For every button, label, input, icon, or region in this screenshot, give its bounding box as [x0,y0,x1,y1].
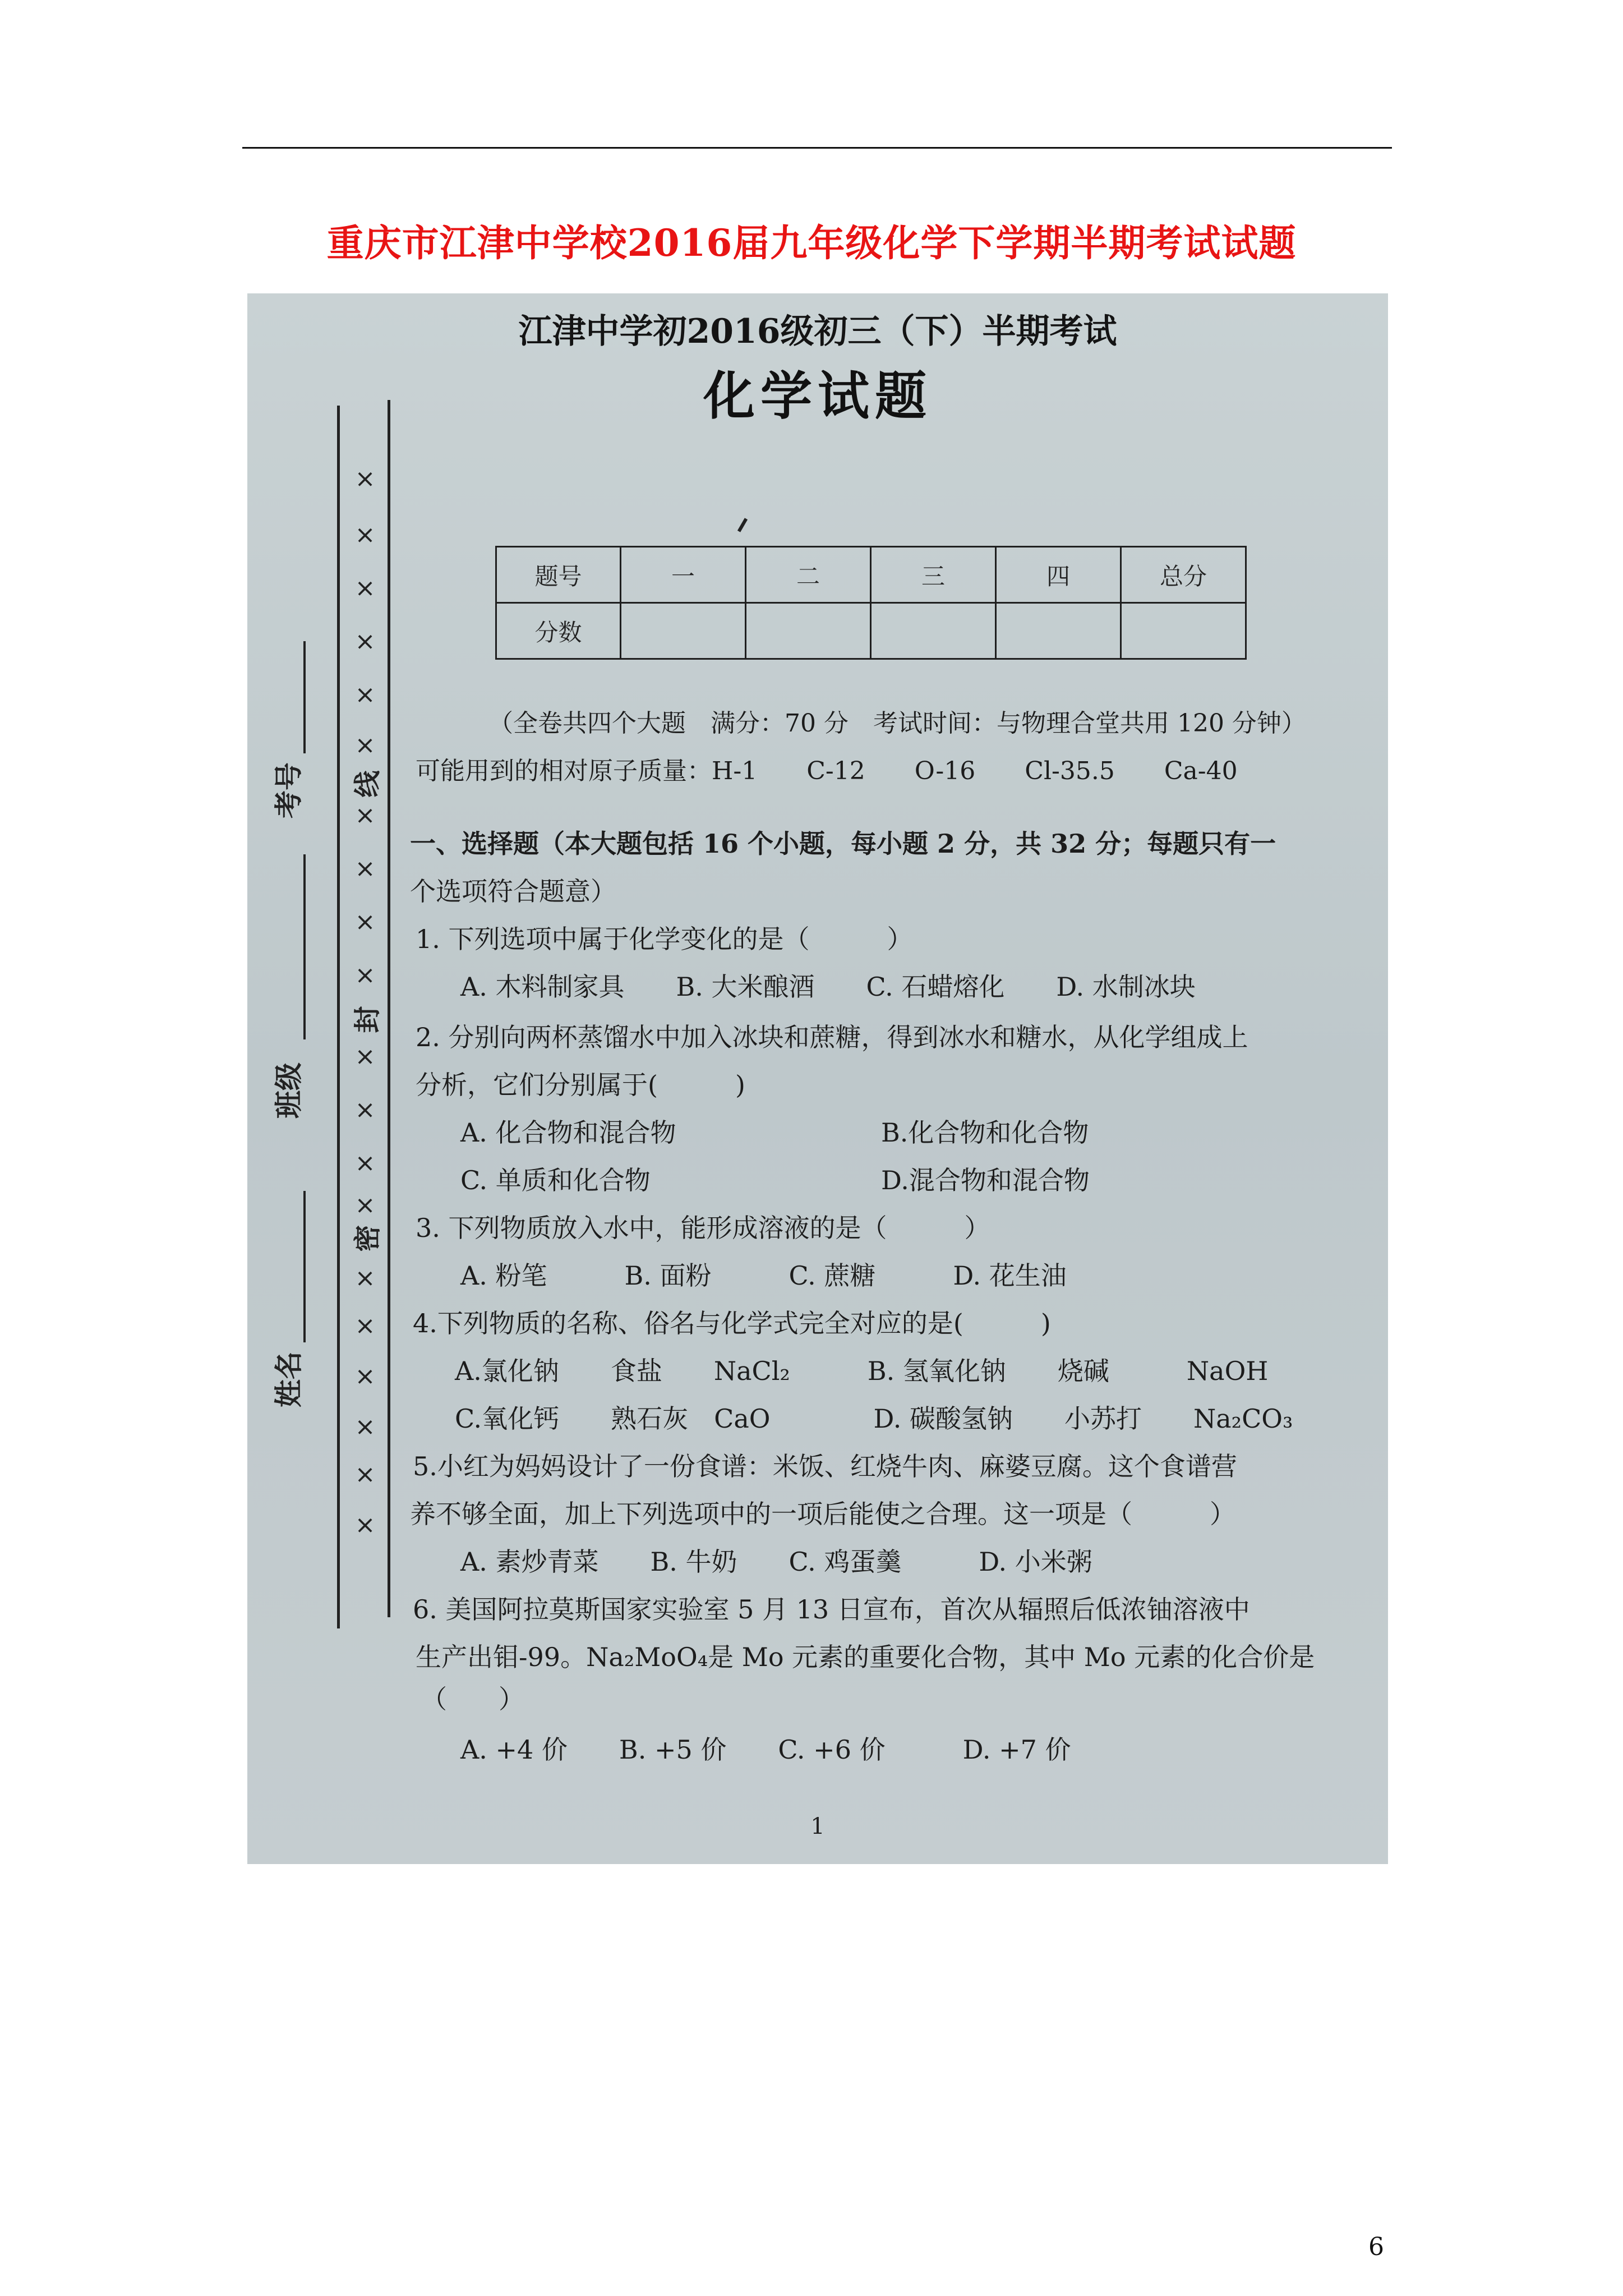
question-1-options: A. 木料制家具 B. 大米酿酒 C. 石蜡熔化 D. 水制冰块 [460,972,1196,1002]
x-mark: × [354,574,376,602]
section-heading: 一、选择题（本大题包括 16 个小题，每小题 2 分，共 32 分；每题只有一 [410,829,1276,859]
score-input-cell[interactable] [746,603,871,659]
score-table-header-row [496,547,1246,603]
scanned-exam-page [247,293,1388,1864]
header-rule [242,147,1392,149]
question-5-options: A. 素炒青菜 B. 牛奶 C. 鸡蛋羹 D. 小米粥 [460,1547,1092,1577]
question-2-option-c: C. 单质和化合物 [460,1165,651,1195]
seal-word-line: 线 [352,770,384,798]
question-2-option-a: A. 化合物和混合物 [460,1117,676,1148]
question-3-options: A. 粉笔 B. 面粉 C. 蔗糖 D. 花生油 [460,1260,1067,1291]
name-blank[interactable] [303,1191,306,1342]
class-blank[interactable] [303,854,306,1039]
x-mark: × [354,1362,376,1391]
x-mark: × [354,908,376,936]
binding-line-outer [337,406,340,1628]
x-mark: × [354,1264,376,1292]
exam-header: 江津中学初2016级初三（下）半期考试 [518,312,1117,351]
score-table-score-row [496,603,1246,659]
question-5: 5.小红为妈妈设计了一份食谱：米饭、红烧牛肉、麻婆豆腐。这个食谱营 [413,1451,1237,1481]
score-input-cell[interactable] [871,603,996,659]
binding-line-inner [388,400,390,1617]
exam-number-label: 考号 [272,762,305,818]
seal-word-seal: 封 [352,1006,384,1033]
x-mark: × [354,1460,376,1489]
exam-instructions: （全卷共四个大题 满分：70 分 考试时间：与物理合堂共用 120 分钟） [488,709,1306,738]
question-4-row-2: C.氧化钙 熟石灰 CaO D. 碳酸氢钠 小苏打 Na₂CO₃ [455,1404,1293,1434]
score-table [495,546,1247,660]
scan-page-number: 1 [810,1814,825,1839]
x-mark: × [354,854,376,883]
question-5-cont: 养不够全面，加上下列选项中的一项后能使之合理。这一项是（ ） [410,1499,1235,1529]
x-mark: × [354,1096,376,1124]
question-3: 3. 下列物质放入水中，能形成溶液的是（ ） [416,1213,990,1243]
x-mark: × [354,521,376,549]
score-input-cell[interactable] [621,603,746,659]
table-cell: 三 [871,547,996,603]
score-input-cell[interactable] [996,603,1121,659]
seal-word-secret: 密 [352,1225,384,1252]
atomic-masses: 可能用到的相对原子质量：H-1 C-12 O-16 Cl-35.5 Ca-40 [416,757,1238,785]
x-mark: × [354,1312,376,1340]
x-mark: × [354,464,376,493]
question-4-row-1: A.氯化钠 食盐 NaCl₂ B. 氢氧化钠 烧碱 NaOH [455,1356,1269,1386]
document-title: 重庆市江津中学校2016届九年级化学下学期半期考试试题 [326,221,1297,265]
table-cell: 题号 [496,547,621,603]
question-6-blank: （ ） [421,1684,524,1714]
x-mark: × [354,1191,376,1220]
question-4: 4.下列物质的名称、俗名与化学式完全对应的是( ) [413,1308,1051,1338]
table-cell: 总分 [1121,547,1246,603]
question-2-option-b: B.化合物和化合物 [881,1117,1089,1148]
table-cell: 二 [746,547,871,603]
section-heading-cont: 个选项符合题意） [410,876,616,907]
table-cell: 分数 [496,603,621,659]
x-mark: × [354,801,376,830]
x-mark: × [354,961,376,990]
table-cell: 一 [621,547,746,603]
x-mark: × [354,731,376,760]
x-mark: × [354,1412,376,1441]
name-label: 姓名 [272,1351,305,1407]
question-6-options: A. +4 价 B. +5 价 C. +6 价 D. +7 价 [460,1734,1071,1765]
question-2-option-d: D.混合物和混合物 [881,1165,1090,1195]
class-label: 班级 [272,1062,305,1119]
question-6-cont: 生产出钼-99。Na₂MoO₄是 Mo 元素的重要化合物，其中 Mo 元素的化合价是 [416,1642,1315,1672]
x-mark: × [354,680,376,709]
table-cell: 四 [996,547,1121,603]
question-1: 1. 下列选项中属于化学变化的是（ ） [416,924,913,954]
question-6: 6. 美国阿拉莫斯国家实验室 5 月 13 日宣布，首次从辐照后低浓铀溶液中 [413,1594,1250,1625]
x-mark: × [354,1511,376,1539]
x-mark: × [354,1149,376,1177]
question-2: 2. 分别向两杯蒸馏水中加入冰块和蔗糖，得到冰水和糖水，从化学组成上 [416,1022,1248,1052]
exam-number-blank[interactable] [303,641,306,753]
score-input-cell[interactable] [1121,603,1246,659]
page-number: 6 [1368,2233,1384,2261]
x-mark: × [354,1042,376,1071]
x-mark: × [354,627,376,656]
pen-mark [737,518,748,532]
question-2-cont: 分析，它们分别属于( ) [416,1070,745,1100]
exam-title: 化学试题 [703,366,932,426]
